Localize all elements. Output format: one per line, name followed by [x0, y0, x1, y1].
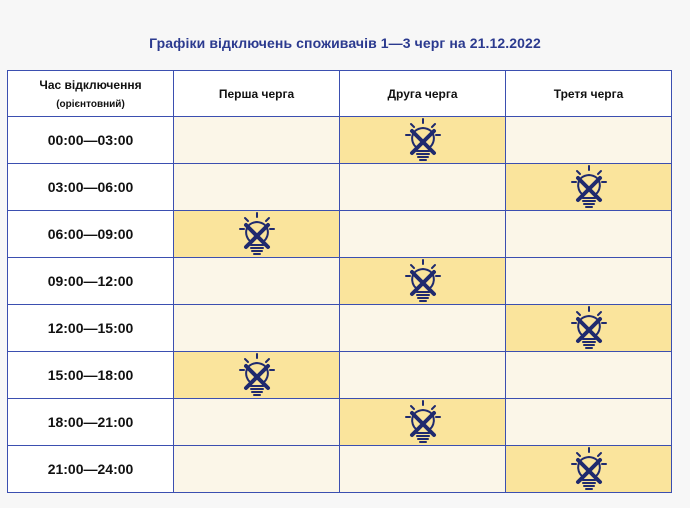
crossed-lightbulb-icon	[235, 211, 279, 257]
empty-cell-queue-1	[174, 446, 340, 493]
empty-cell-queue-1	[174, 117, 340, 164]
time-slot-cell: 18:00—21:00	[8, 399, 174, 446]
outage-cell-queue-3	[506, 164, 672, 211]
empty-cell-queue-3	[506, 117, 672, 164]
schedule-row	[8, 399, 672, 446]
schedule-row	[8, 352, 672, 399]
empty-cell-queue-3	[506, 258, 672, 305]
empty-cell-queue-2	[340, 305, 506, 352]
outage-cell-queue-2	[340, 399, 506, 446]
time-slot-cell: 21:00—24:00	[8, 446, 174, 493]
outage-cell-queue-3	[506, 305, 672, 352]
crossed-lightbulb-icon	[567, 446, 611, 492]
empty-cell-queue-2	[340, 352, 506, 399]
empty-cell-queue-2	[340, 164, 506, 211]
empty-cell-queue-2	[340, 211, 506, 258]
outage-schedule-table	[7, 70, 672, 493]
empty-cell-queue-2	[340, 446, 506, 493]
schedule-row	[8, 117, 672, 164]
schedule-row	[8, 446, 672, 493]
time-slot-cell: 09:00—12:00	[8, 258, 174, 305]
time-slot-cell: 00:00—03:00	[8, 117, 174, 164]
time-slot-cell: 03:00—06:00	[8, 164, 174, 211]
crossed-lightbulb-icon	[567, 305, 611, 351]
time-slot-cell: 15:00—18:00	[8, 352, 174, 399]
outage-cell-queue-1	[174, 211, 340, 258]
crossed-lightbulb-icon	[567, 164, 611, 210]
empty-cell-queue-3	[506, 399, 672, 446]
time-slot-cell: 12:00—15:00	[8, 305, 174, 352]
schedule-row	[8, 164, 672, 211]
crossed-lightbulb-icon	[235, 352, 279, 398]
header-queue-1: Перша черга	[174, 71, 340, 117]
header-row	[8, 71, 672, 117]
empty-cell-queue-3	[506, 352, 672, 399]
header-queue-3: Третя черга	[506, 71, 672, 117]
crossed-lightbulb-icon	[401, 399, 445, 445]
schedule-row	[8, 211, 672, 258]
time-slot-cell: 06:00—09:00	[8, 211, 174, 258]
outage-cell-queue-3	[506, 446, 672, 493]
crossed-lightbulb-icon	[401, 117, 445, 163]
crossed-lightbulb-icon	[401, 258, 445, 304]
empty-cell-queue-1	[174, 164, 340, 211]
schedule-row	[8, 258, 672, 305]
empty-cell-queue-1	[174, 258, 340, 305]
header-time-label: Час відключення	[39, 77, 142, 92]
empty-cell-queue-1	[174, 399, 340, 446]
empty-cell-queue-3	[506, 211, 672, 258]
schedule-row	[8, 305, 672, 352]
header-time	[8, 71, 174, 117]
empty-cell-queue-1	[174, 305, 340, 352]
page-title: Графіки відключень споживачів 1—3 черг на 21.12.2022	[149, 35, 541, 51]
outage-cell-queue-1	[174, 352, 340, 399]
header-time-note: (орієнтовний)	[56, 98, 125, 110]
outage-cell-queue-2	[340, 258, 506, 305]
outage-cell-queue-2	[340, 117, 506, 164]
header-queue-2: Друга черга	[340, 71, 506, 117]
